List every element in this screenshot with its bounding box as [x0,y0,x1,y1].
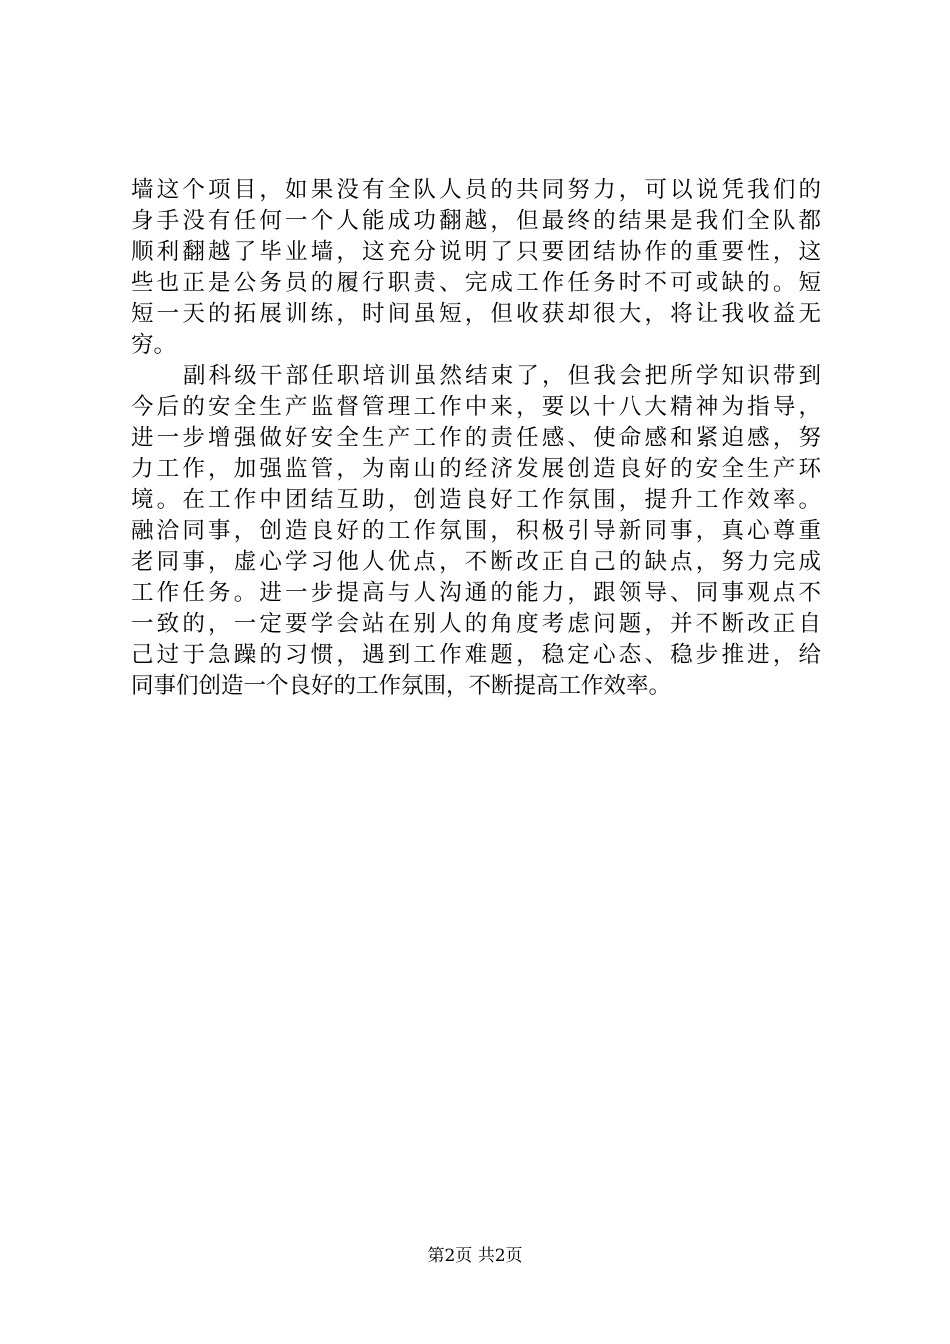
paragraph-2-line: 一致的，一定要学会站在别人的角度考虑问题，并不断改正自 [131,611,821,637]
paragraph-2-line: 力工作，加强监管，为南山的经济发展创造良好的安全生产环 [131,456,821,482]
paragraph-2-line: 副科级干部任职培训虽然结束了，但我会把所学知识带到 [183,363,821,389]
paragraph-1-line: 短一天的拓展训练，时间虽短，但收获却很大，将让我收益无 [131,301,821,327]
paragraph-2-line: 同事们创造一个良好的工作氛围，不断提高工作效率。 [131,673,672,699]
paragraph-1-line: 些也正是公务员的履行职责、完成工作任务时不可或缺的。短 [131,270,821,296]
paragraph-2-line: 工作任务。进一步提高与人沟通的能力，跟领导、同事观点不 [131,580,821,606]
paragraph-2-line: 进一步增强做好安全生产工作的责任感、使命感和紧迫感，努 [131,425,821,451]
paragraph-1-line: 身手没有任何一个人能成功翻越，但最终的结果是我们全队都 [131,208,821,234]
paragraph-2-line: 今后的安全生产监督管理工作中来，要以十八大精神为指导， [131,394,821,420]
paragraph-1-line: 穷。 [131,332,177,358]
paragraph-2-line: 老同事，虚心学习他人优点，不断改正自己的缺点，努力完成 [131,549,821,575]
paragraph-2-line: 境。在工作中团结互助，创造良好工作氛围，提升工作效率。 [131,487,821,513]
paragraph-2-line: 己过于急躁的习惯，遇到工作难题，稳定心态、稳步推进，给 [131,642,821,668]
paragraph-2-line: 融洽同事，创造良好的工作氛围，积极引导新同事，真心尊重 [131,518,821,544]
page-number-footer: 第2页 共2页 [427,1246,523,1266]
paragraph-1-line: 顺利翻越了毕业墙，这充分说明了只要团结协作的重要性，这 [131,239,821,265]
paragraph-1-line: 墙这个项目，如果没有全队人员的共同努力，可以说凭我们的 [131,177,821,203]
